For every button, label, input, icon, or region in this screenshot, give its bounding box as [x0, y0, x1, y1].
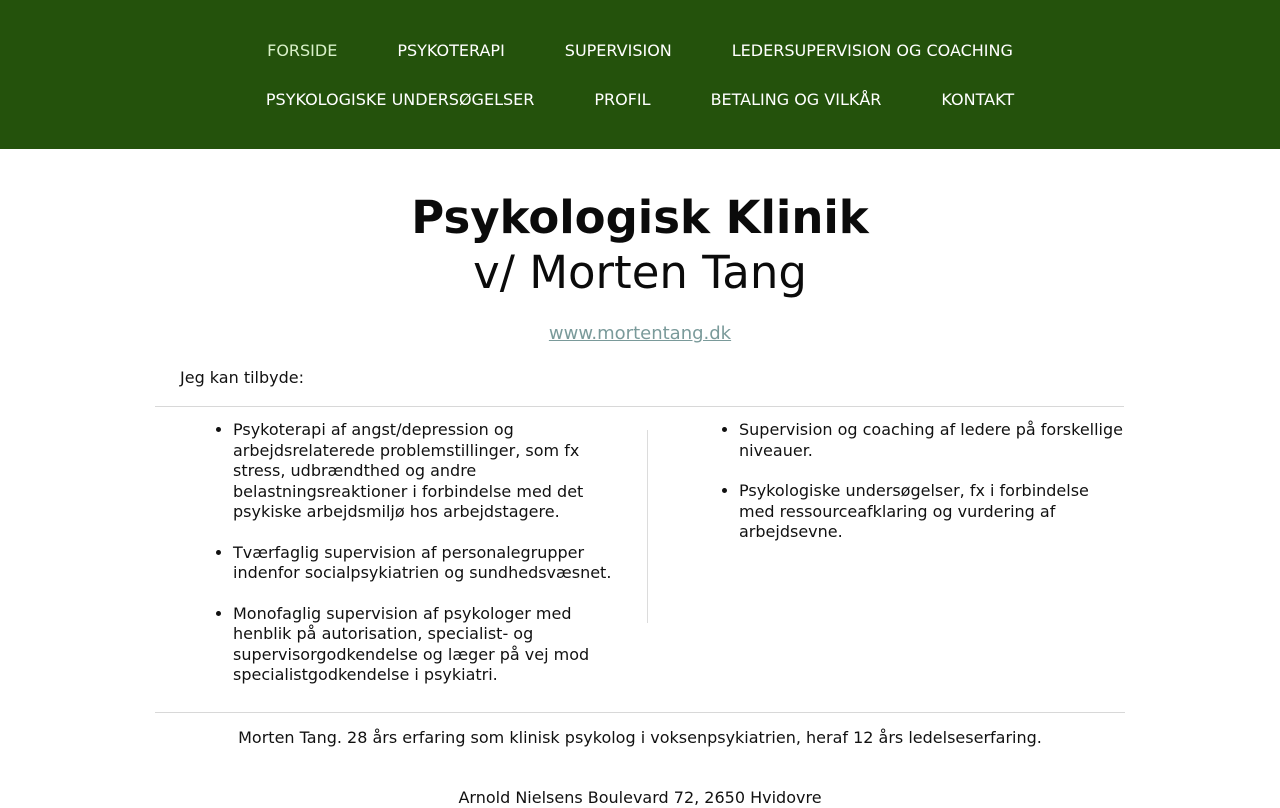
list-item: • Psykoterapi af angst/depression og arbejdsrelaterede problemstillinger, som fx stress, udbrændthed og andre belastningsreaktioner i forbindelse med det psykiske arbejdsmiljø hos arbejdstagere.: [233, 420, 625, 523]
list-item: • Psykologiske undersøgelser, fx i forbindelse med ressourceafklaring og vurdering af arbejdsevne.: [739, 481, 1129, 543]
page-subtitle: v/ Morten Tang: [473, 246, 807, 299]
divider-bottom: [155, 712, 1125, 713]
list-item: • Tværfaglig supervision af personalegrupper indenfor socialpsykiatrien og sundhedsvæsnet.: [233, 543, 625, 584]
experience-text: Morten Tang. 28 års erfaring som klinisk psykolog i voksenpsykiatrien, heraf 12 års ledelseserfaring.: [238, 728, 1042, 747]
nav-item-supervision[interactable]: SUPERVISION: [564, 41, 672, 60]
main-navigation: [0, 0, 1280, 149]
offers-left-list: [213, 420, 625, 706]
intro-text: Jeg kan tilbyde:: [180, 368, 304, 387]
column-divider: [647, 430, 648, 623]
nav-item-forside[interactable]: FORSIDE: [267, 41, 338, 60]
nav-item-profil[interactable]: PROFIL: [594, 90, 651, 109]
page-title: Psykologisk Klinik: [411, 191, 869, 244]
address-text: Arnold Nielsens Boulevard 72, 2650 Hvidovre: [458, 788, 822, 807]
divider-top: [155, 406, 1124, 407]
list-item: • Monofaglig supervision af psykologer med henblik på autorisation, specialist- og supervisorgodkendelse og læger på vej mod specialistgodkendelse i psykiatri.: [233, 604, 625, 686]
website-link-container: [0, 323, 1280, 345]
nav-item-kontakt[interactable]: KONTAKT: [941, 90, 1015, 109]
website-link[interactable]: www.mortentang.dk: [548, 323, 732, 344]
nav-item-ledersupervision[interactable]: LEDERSUPERVISION OG COACHING: [731, 41, 1013, 60]
nav-item-psykoterapi[interactable]: PSYKOTERAPI: [397, 41, 505, 60]
nav-item-betaling[interactable]: BETALING OG VILKÅR: [710, 90, 882, 109]
offers-right-list: [719, 420, 1129, 563]
nav-item-psykologiske-undersoegelser[interactable]: PSYKOLOGISKE UNDERSØGELSER: [265, 90, 535, 109]
nav-row-2: [0, 90, 1280, 110]
nav-row-1: [0, 41, 1280, 61]
list-item: • Supervision og coaching af ledere på forskellige niveauer.: [739, 420, 1129, 461]
